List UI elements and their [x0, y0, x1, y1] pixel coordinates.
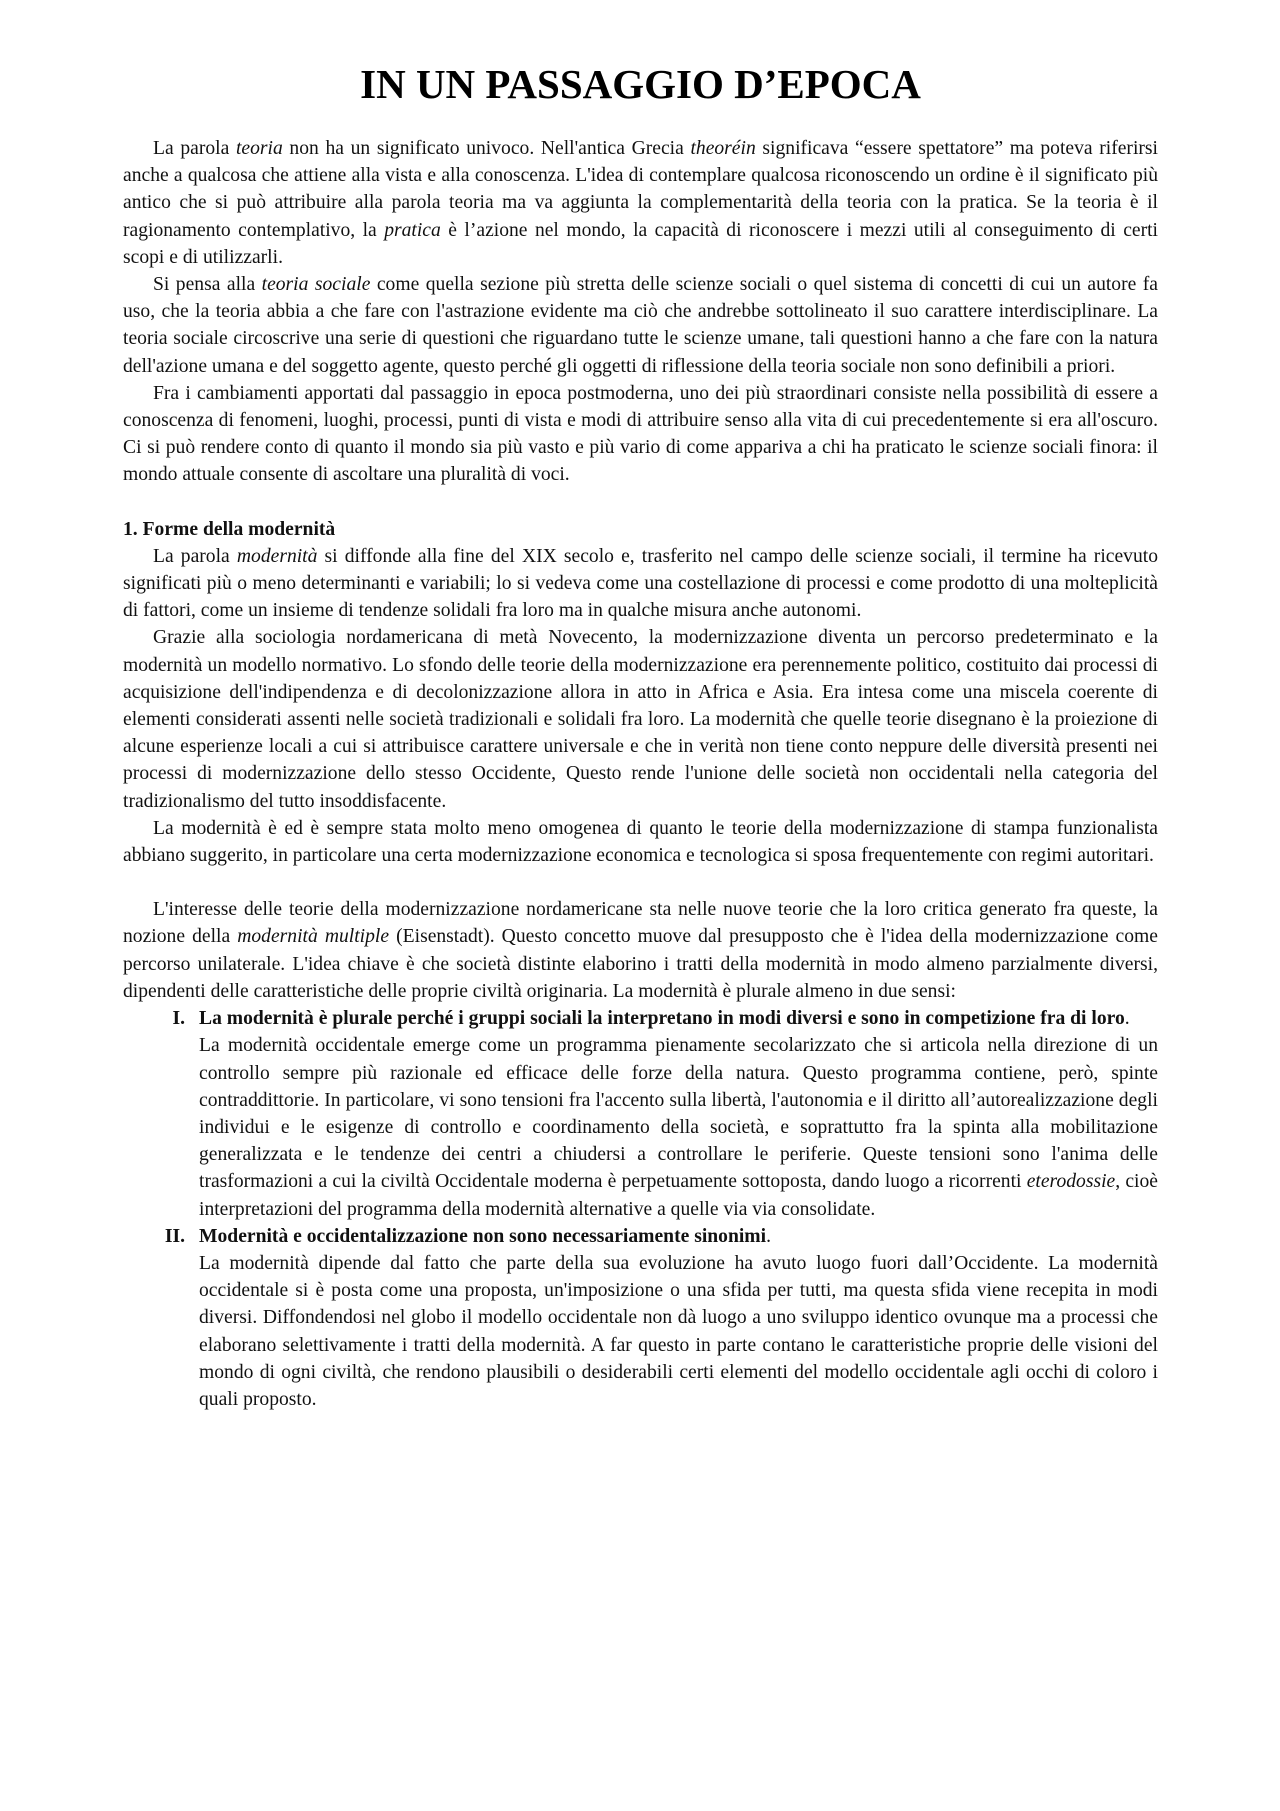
list-item-title: La modernità è plurale perché i gruppi sociali la interpretano in modi diversi e sono in competizione fra di loro. — [199, 1008, 1130, 1030]
intro-paragraph-3: Fra i cambiamenti apportati dal passaggio in epoca postmoderna, uno dei più straordinari consiste nella possibilità di essere a conoscenza di fenomeni, luoghi, processi, punti di vista e modi di attribuire senso alla vita di cui precedentemente si era all'oscuro. Ci si può rendere conto di quanto il mondo sia più vasto e più vario di come appariva a chi ha praticato le scienze sociali finora: il mondo attuale consente di ascoltare una pluralità di voci. — [123, 382, 1158, 486]
italic-term: modernità multiple — [237, 926, 390, 948]
italic-term: teoria sociale — [261, 274, 371, 296]
italic-term: pratica — [384, 219, 441, 241]
section-paragraph-1: La parola modernità si diffonde alla fine del XIX secolo e, trasferito nel campo delle scienze sociali, il termine ha ricevuto significati più o meno determinanti e variabili; lo si vedeva come una costellazione di processi e come prodotto di una molteplicità di fattori, come un insieme di tendenze solidali fra loro ma in qualche misura anche autonomi. — [123, 545, 1158, 622]
section-paragraph-2: Grazie alla sociologia nordamericana di metà Novecento, la modernizzazione diventa un percorso predeterminato e la modernità un modello normativo. Lo sfondo delle teorie della modernizzazione era perennemente politico, costituito dai processi di acquisizione dell'indipendenza e di decolonizzazione allora in atto in Africa e Asia. Era intesa come una miscela coerente di elementi considerati assenti nelle società tradizionali e solidali fra loro. La modernità che quelle teorie disegnano è la proiezione di alcune esperienze locali a cui si attribuisce carattere universale e che in verità non tiene conto neppure delle diversità presenti nei processi di modernizzazione dello stesso Occidente, Questo rende l'unione delle società non occidentali nella categoria del tradizionalismo del tutto insoddisfacente. — [123, 627, 1158, 812]
list-item-body: La modernità occidentale emerge come un programma pienamente secolarizzato che si articola nella direzione di un controllo sempre più razionale ed efficace delle forze della natura. Questo programma contiene, però, spinte contraddittorie. In particolare, vi sono tensioni fra l'accento sulla libertà, l'autonomia e il diritto all’autorealizzazione degli individui e le esigenze di controllo e coordinamento della società, e soprattutto fra la spinta alla mobilitazione generalizzata e le tendenze dei centri a chiudersi a controllare le periferie. Queste tensioni sono l'anima delle trasformazioni a cui la civiltà Occidentale moderna è perpetuamente sottoposta, dando luogo a ricorrenti eterodossie, cioè interpretazioni del programma della modernità alternative a quelle via via consolidate. — [199, 1035, 1158, 1220]
italic-term: teoria — [235, 138, 283, 159]
paragraph-spacer — [123, 869, 1158, 896]
list-item-number: I. — [172, 1008, 185, 1030]
italic-term: theoréin — [690, 138, 756, 159]
section-paragraph-4: L'interesse delle teorie della modernizzazione nordamericane sta nelle nuove teorie che la loro critica generato fra queste, la nozione della modernità multiple (Eisenstadt). Questo concetto muove dal presupposto che è l'idea della modernizzazione come percorso unilaterale. L'idea chiave è che società distinte elaborino i tratti della modernità in modo almeno parzialmente diversi, dipendenti delle caratteristiche delle proprie civiltà originaria. La modernità è plurale almeno in due sensi: — [123, 899, 1158, 1002]
intro-paragraph-1: La parola teoria non ha un significato univoco. Nell'antica Grecia theoréin significava “essere spettatore” ma poteva riferirsi anche a qualcosa che attiene alla vista e alla conoscenza. L'idea di contemplare qualcosa riconoscendo un ordine è il significato più antico che si può attribuire alla parola teoria ma va aggiunta la complementarità della teoria con la pratica. Se la teoria è il ragionamento contemplativo, la pratica è l’azione nel mondo, la capacità di riconoscere i mezzi utili al conseguimento di certi scopi e di utilizzarli. — [123, 138, 1158, 268]
list-item-body: La modernità dipende dal fatto che parte della sua evoluzione ha avuto luogo fuori dall’Occidente. La modernità occidentale si è posta come una proposta, un'imposizione o una sfida per tutti, ma questa sfida viene recepita in modi diversi. Diffondendosi nel globo il modello occidentale non dà luogo a uno sviluppo identico ovunque ma a processi che elaborano selettivamente i tratti della modernità. A far questo in parte contano le caratteristiche proprie delle visioni del mondo di ogni civiltà, che rendono plausibili o desiderabili certi elementi del modello occidentale agli occhi di coloro i quali proposto. — [199, 1252, 1158, 1410]
list-item — [172, 1005, 1158, 1223]
intro-paragraph-2: Si pensa alla teoria sociale come quella sezione più stretta delle scienze sociali o quel sistema di concetti di cui un autore fa uso, che la teoria abbia a che fare con l'astrazione evidente ma ciò che andrebbe sottolineato il suo carattere interdisciplinare. La teoria sociale circoscrive una serie di questioni che riguardano tutte le scienze umane, tali questioni hanno a che fare con la natura dell'azione umana e del soggetto agente, questo perché gli oggetti di riflessione della teoria sociale non sono definibili a priori. — [123, 274, 1159, 377]
italic-term: eterodossie — [1026, 1171, 1116, 1193]
section-paragraph-3: La modernità è ed è sempre stata molto meno omogenea di quanto le teorie della modernizzazione di stampa funzionalista abbiano suggerito, in particolare una certa modernizzazione economica e tecnologica si sposa frequentemente con regimi autoritari. — [123, 817, 1158, 867]
list-item-number: II. — [164, 1225, 185, 1247]
italic-term: modernità — [236, 545, 318, 567]
document-page — [123, 60, 1158, 1413]
section-heading: 1. Forme della modernità — [123, 518, 336, 540]
roman-list — [123, 1005, 1158, 1413]
list-item — [164, 1223, 1158, 1413]
list-item-title: Modernità e occidentalizzazione non sono necessariamente sinonimi. — [199, 1225, 771, 1247]
page-title: IN UN PASSAGGIO D’EPOCA — [360, 61, 921, 107]
